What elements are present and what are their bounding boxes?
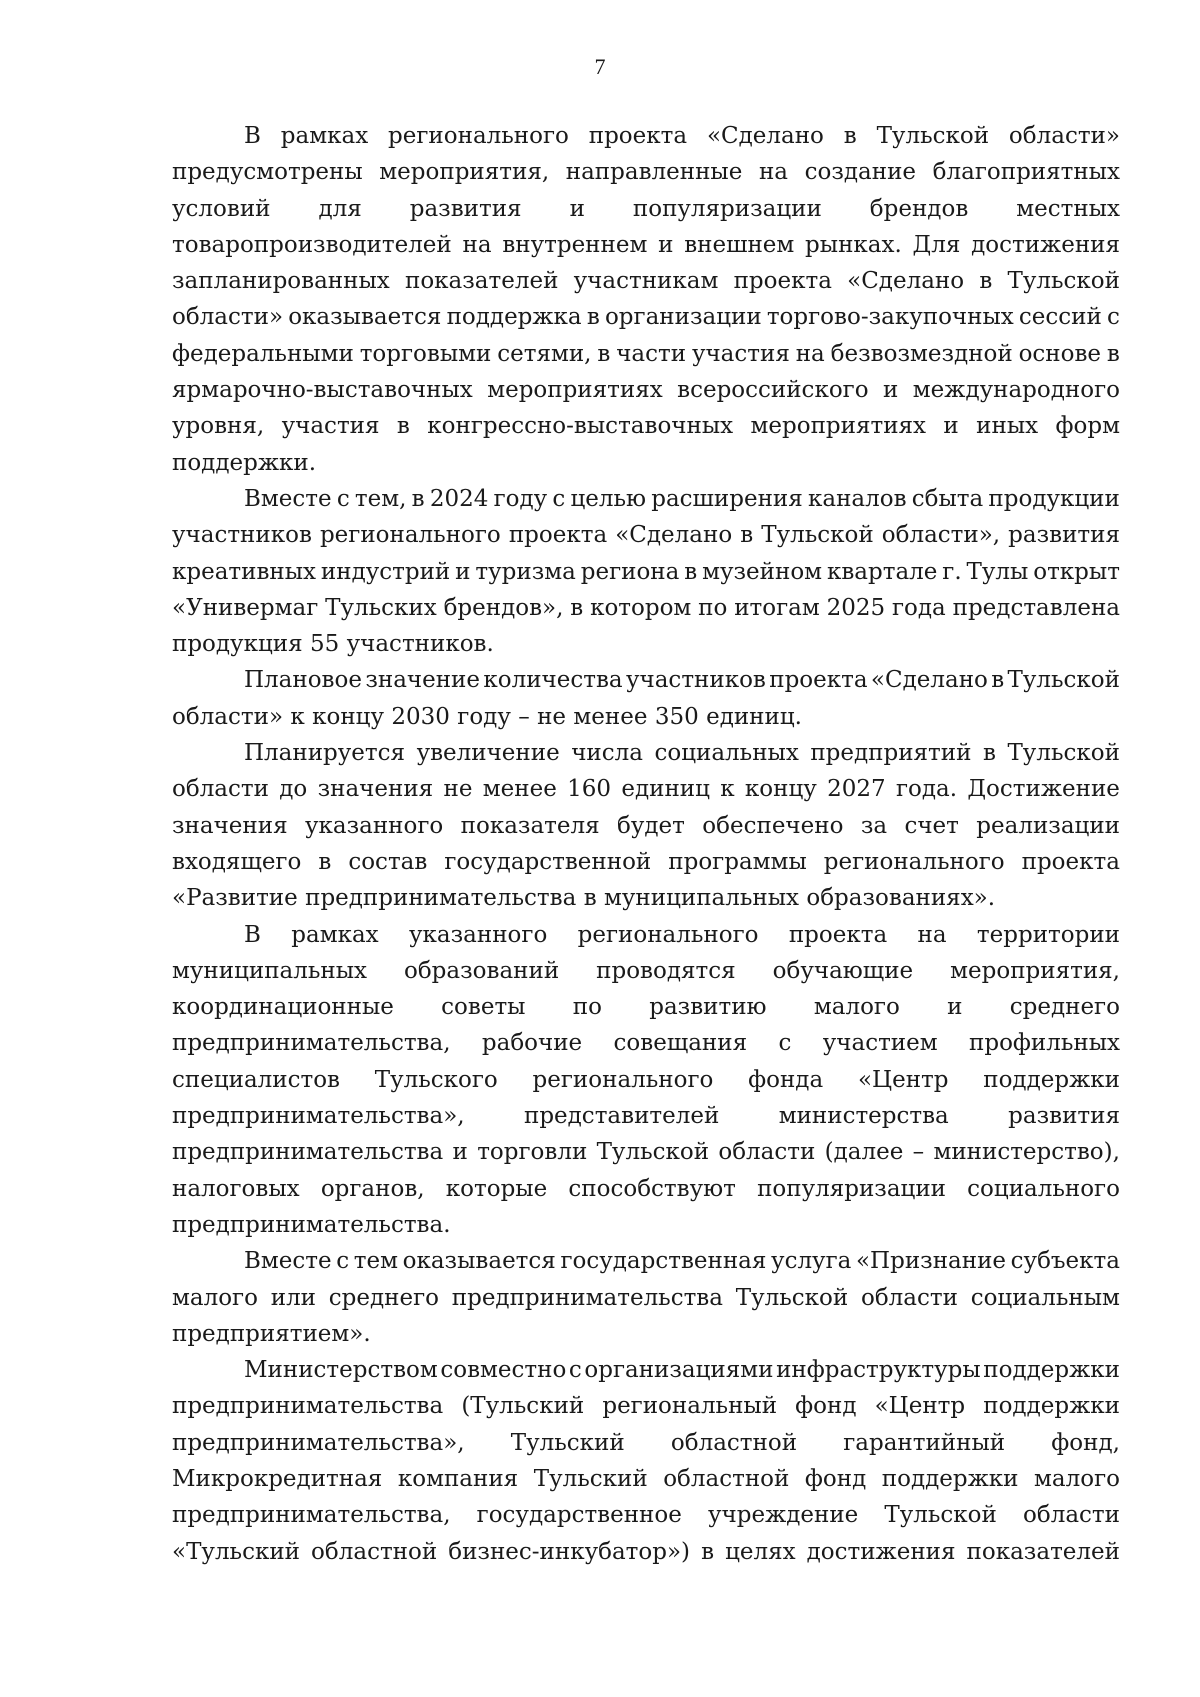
text-line: Вместе с тем, в 2024 году с целью расширения каналов сбыта продукции — [244, 485, 1120, 512]
text-line: предприятием». — [172, 1320, 371, 1347]
text-line: запланированных показателей участникам проекта «Сделано в Тульской — [172, 268, 1120, 295]
text-line: координационные советы по развитию малого и среднего — [172, 994, 1120, 1021]
text-line: Микрокредитная компания Тульский областной фонд поддержки малого — [172, 1465, 1120, 1492]
text-line: ярмарочно-выставочных мероприятиях всероссийского и международного — [172, 377, 1120, 404]
text-line: В рамках указанного регионального проекта на территории — [244, 921, 1120, 948]
text-line: предусмотрены мероприятия, направленные на создание благоприятных — [172, 159, 1120, 186]
paragraph — [172, 481, 1120, 662]
text-line: налоговых органов, которые способствуют популяризации социального — [172, 1175, 1120, 1202]
text-line: «Развитие предпринимательства в муниципальных образованиях». — [172, 885, 996, 912]
paragraph — [172, 1352, 1120, 1570]
text-line: участников регионального проекта «Сделано в Тульской области», развития — [172, 522, 1120, 549]
text-line: продукция 55 участников. — [172, 631, 494, 658]
text-line: значения указанного показателя будет обеспечено за счет реализации — [172, 812, 1120, 839]
text-line: креативных индустрий и туризма региона в музейном квартале г. Тулы открыт — [172, 558, 1120, 585]
paragraph — [172, 662, 1120, 735]
text-line: малого или среднего предпринимательства Тульской области социальным — [172, 1284, 1120, 1311]
text-line: предпринимательства и торговли Тульской области (далее – министерство), — [172, 1139, 1120, 1166]
text-line: входящего в состав государственной программы регионального проекта — [172, 848, 1120, 875]
text-line: Плановое значение количества участников проекта «Сделано в Тульской — [244, 667, 1120, 694]
paragraph — [172, 735, 1120, 916]
text-line: области» к концу 2030 году – не менее 350 единиц. — [172, 703, 802, 730]
text-line: специалистов Тульского регионального фонда «Центр поддержки — [172, 1066, 1120, 1093]
text-line: Вместе с тем оказывается государственная услуга «Признание субъекта — [244, 1248, 1120, 1275]
text-line: предпринимательства», представителей министерства развития — [172, 1103, 1120, 1130]
text-line: муниципальных образований проводятся обучающие мероприятия, — [172, 957, 1120, 984]
text-line: «Тульский областной бизнес-инкубатор») в целях достижения показателей — [172, 1538, 1120, 1565]
text-line: предпринимательства, рабочие совещания с участием профильных — [172, 1030, 1120, 1057]
text-line: В рамках регионального проекта «Сделано в Тульской области» — [244, 123, 1120, 149]
text-line: Планируется увеличение числа социальных предприятий в Тульской — [244, 740, 1120, 767]
paragraph — [172, 917, 1120, 1244]
text-line: уровня, участия в конгрессно-выставочных мероприятиях и иных форм — [172, 413, 1120, 440]
document-body — [172, 118, 1120, 1570]
page-number: 7 — [594, 54, 606, 79]
text-line: предпринимательства», Тульский областной гарантийный фонд, — [172, 1429, 1120, 1456]
text-line: Министерством совместно с организациями инфраструктуры поддержки — [244, 1357, 1120, 1384]
text-line: условий для развития и популяризации брендов местных — [172, 195, 1120, 222]
text-line: поддержки. — [172, 449, 317, 476]
text-line: предпринимательства, государственное учреждение Тульской области — [172, 1502, 1120, 1529]
text-line: области до значения не менее 160 единиц к концу 2027 года. Достижение — [172, 776, 1120, 803]
paragraph — [172, 1243, 1120, 1352]
text-line: предпринимательства (Тульский региональный фонд «Центр поддержки — [172, 1393, 1120, 1420]
text-line: области» оказывается поддержка в организации торгово-закупочных сессий с — [172, 304, 1120, 331]
text-line: «Универмаг Тульских брендов», в котором по итогам 2025 года представлена — [172, 594, 1120, 621]
paragraph — [172, 118, 1120, 481]
text-line: предпринимательства. — [172, 1211, 451, 1238]
text-line: федеральными торговыми сетями, в части участия на безвозмездной основе в — [172, 340, 1120, 367]
text-line: товаропроизводителей на внутреннем и внешнем рынках. Для достижения — [172, 231, 1120, 258]
